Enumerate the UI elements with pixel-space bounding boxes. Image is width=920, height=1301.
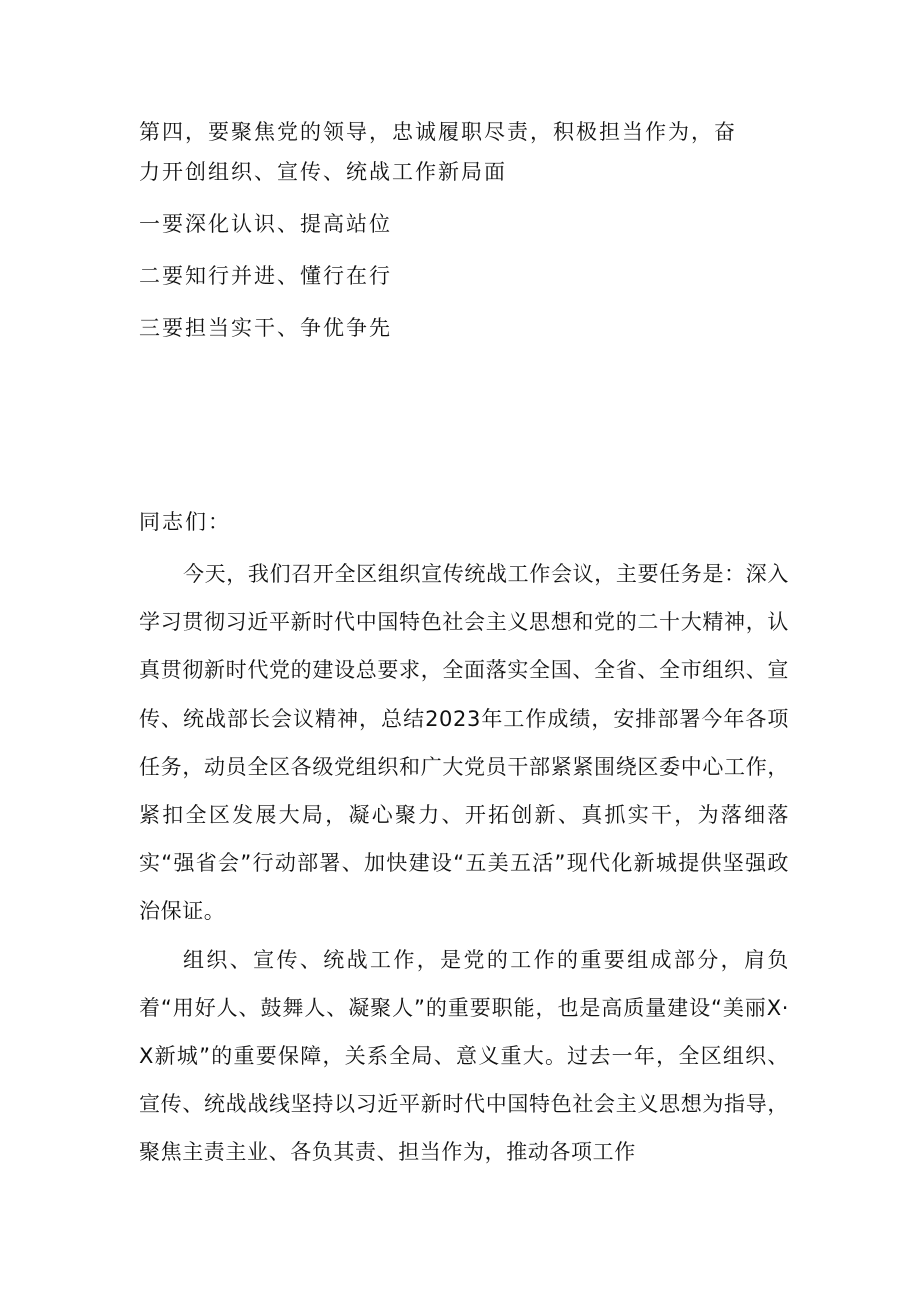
salutation: 同志们： bbox=[139, 510, 231, 534]
outline-heading-line-2: 力开创组织、宣传、统战工作新局面 bbox=[139, 160, 507, 184]
outline-item-3: 三要担当实干、争优争先 bbox=[139, 316, 392, 340]
outline-section bbox=[139, 112, 799, 360]
outline-heading-line-1: 第四，要聚焦党的领导，忠诚履职尽责，积极担当作为，奋 bbox=[139, 120, 737, 144]
outline-item-1: 一要深化认识、提高站位 bbox=[139, 212, 392, 236]
paragraph-1: 今天，我们召开全区组织宣传统战工作会议，主要任务是：深入学习贯彻习近平新时代中国特色社会主义思想和党的二十大精神，认真贯彻新时代党的建设总要求，全面落实全国、全省、全市组织、宣传、统战部长会议精神，总结2023年工作成绩，安排部署今年各项任务，动员全区各级党组织和广大党员干部紧紧围绕区委中心工作，紧扣全区发展大局，凝心聚力、开拓创新、真抓实干，为落细落实“强省会”行动部署、加快建设“五美五活”现代化新城提供坚强政治保证。 bbox=[139, 562, 789, 924]
speech-body bbox=[139, 502, 789, 1177]
outline-item-2: 二要知行并进、懂行在行 bbox=[139, 264, 392, 288]
paragraph-2: 组织、宣传、统战工作，是党的工作的重要组成部分，肩负着“用好人、鼓舞人、凝聚人”的重要职能，也是高质量建设“美丽X·X新城”的重要保障，关系全局、意义重大。过去一年，全区组织、宣传、统战战线坚持以习近平新时代中国特色社会主义思想为指导，聚焦主责主业、各负其责、担当作为，推动各项工作 bbox=[139, 947, 789, 1165]
